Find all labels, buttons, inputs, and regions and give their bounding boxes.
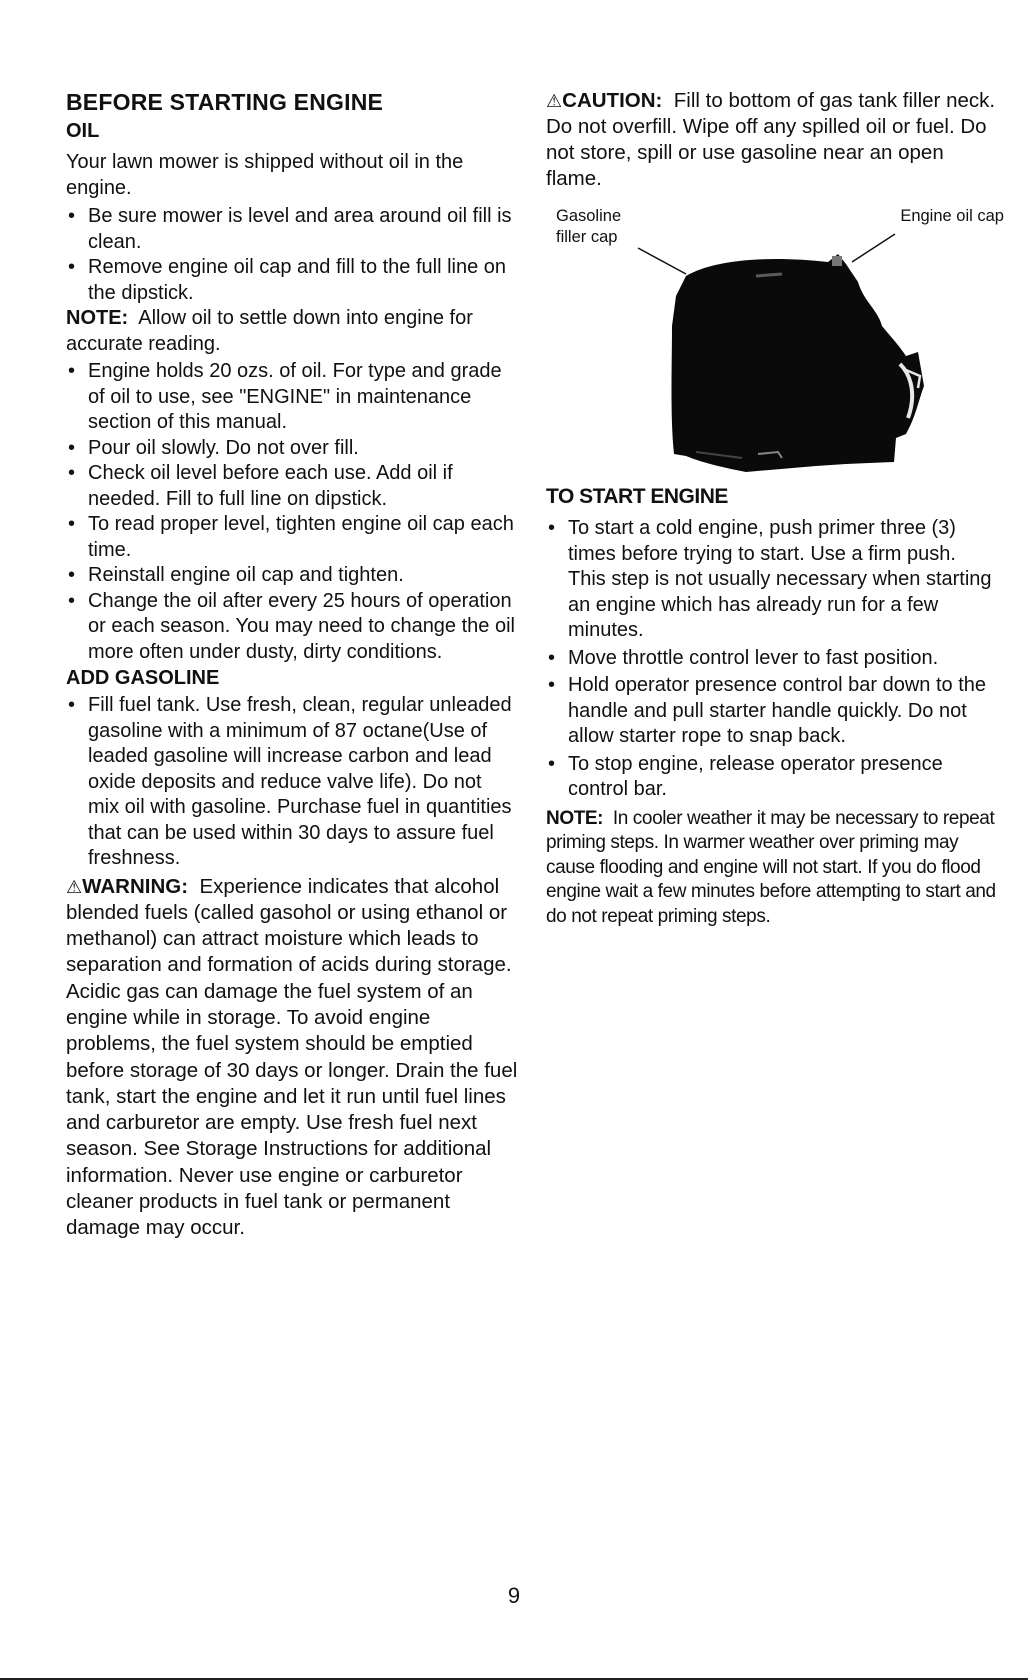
list-item: • Check oil level before each use. Add oil if needed. Fill to full line on dipstick.: [66, 461, 518, 512]
engine-silhouette: [672, 254, 925, 472]
caution-block: [546, 88, 998, 192]
gas-bullet-list: [66, 693, 518, 872]
callout-gasoline-filler-cap: [556, 206, 646, 248]
caution-label: CAUTION:: [562, 89, 663, 112]
note-text: In cooler weather it may be necessary to repeat priming steps. In warmer weather over priming may cause flooding and engine will not start. If you do flood engine wait a few minutes before attempting to start and do not repeat priming steps.: [546, 807, 996, 927]
list-item: • Remove engine oil cap and fill to the full line on the dipstick.: [66, 255, 518, 306]
subheading-oil: OIL: [66, 120, 100, 142]
warning-label: WARNING:: [82, 874, 189, 898]
list-item: • Hold operator presence control bar down to the handle and pull starter handle quickly. Do not allow starter rope to snap back.: [546, 673, 998, 750]
list-item: • To stop engine, release operator presence control bar.: [546, 752, 998, 803]
engine-figure: [546, 206, 1004, 478]
page-number: 9: [507, 1583, 521, 1608]
note-label: NOTE:: [546, 807, 604, 829]
list-item: • Reinstall engine oil cap and tighten.: [66, 563, 518, 589]
note-label: NOTE:: [66, 307, 129, 329]
callout-leader-gasoline: [638, 248, 686, 274]
warning-text: Experience indicates that alcohol blended fuels (called gasohol or using ethanol or methanol) can attract moisture which leads to separation and formation of acids during storage. Acidic gas can damage the fuel system of an engine while in storage. To avoid engine problems, the fuel system should be emptied before storage of 30 days or longer. Drain the fuel tank, start the engine and let it run until fuel lines and carburetor are empty. Use fresh fuel next season. See Storage Instructions for additional information. Never use engine or carburetor cleaner products in fuel tank or permanent damage may occur.: [66, 874, 518, 1240]
oil-bullet-list-2: [66, 359, 518, 665]
caution-icon: ⚠: [546, 91, 563, 111]
callout-label: Gasoline filler cap: [556, 207, 622, 246]
oil-cap-shape: [832, 256, 842, 266]
oil-bullet-list-1: [66, 204, 518, 306]
right-column: [546, 88, 1004, 929]
left-column: [66, 88, 518, 1242]
oil-note: [66, 306, 518, 357]
callout-label: Engine oil cap: [900, 207, 1004, 225]
subheading-to-start-engine: TO START ENGINE: [546, 485, 728, 508]
list-item: • Change the oil after every 25 hours of operation or each season. You may need to change the oil more often under dusty, dirty conditions.: [66, 589, 518, 666]
warning-block: [66, 874, 518, 1242]
list-item: • Engine holds 20 ozs. of oil. For type and grade of oil to use, see "ENGINE" in maintenance section of this manual.: [66, 359, 518, 436]
section-heading-before-starting: BEFORE STARTING ENGINE: [66, 89, 384, 115]
list-item: • Be sure mower is level and area around oil fill is clean.: [66, 204, 518, 255]
list-item: • Pour oil slowly. Do not over fill.: [66, 436, 518, 462]
start-bullet-list: [546, 516, 998, 803]
start-note: [546, 807, 998, 930]
list-item: • Fill fuel tank. Use fresh, clean, regular unleaded gasoline with a minimum of 87 octane(Use of leaded gasoline will increase carbon and lead oxide deposits and reduce valve life). Do not mix oil with gasoline. Purchase fuel in quantities that can be used within 30 days to assure fuel freshness.: [66, 693, 518, 872]
list-item: • To read proper level, tighten engine oil cap each time.: [66, 512, 518, 563]
engine-highlight: [756, 274, 782, 276]
subheading-add-gasoline: ADD GASOLINE: [66, 667, 220, 689]
list-item: • To start a cold engine, push primer three (3) times before trying to start. Use a firm push. This step is not usually necessary when starting an engine which has already run for a few minutes.: [546, 516, 998, 644]
note-text: Allow oil to settle down into engine for accurate reading.: [66, 307, 473, 355]
caution-text: Fill to bottom of gas tank filler neck. Do not overfill. Wipe off any spilled oil or fuel. Do not store, spill or use gasoline near an open flame.: [546, 89, 996, 190]
callout-engine-oil-cap: [900, 206, 1004, 227]
oil-intro-text: Your lawn mower is shipped without oil in the engine.: [66, 151, 464, 199]
list-item: • Move throttle control lever to fast position.: [546, 646, 998, 672]
callout-leader-oil-cap: [852, 234, 895, 262]
warning-icon: ⚠: [66, 876, 83, 897]
